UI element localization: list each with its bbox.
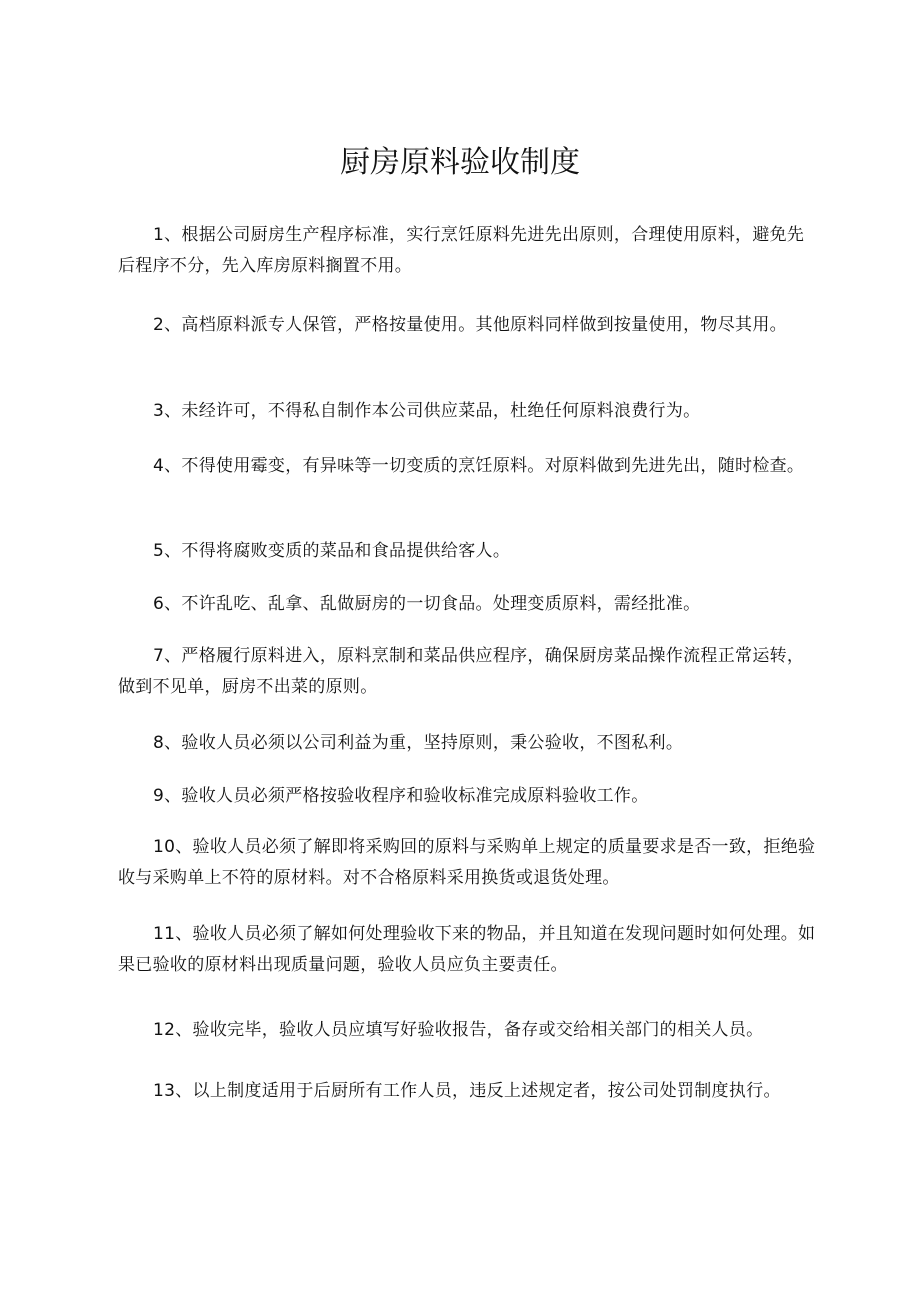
rule-number: 7、 [153, 646, 182, 666]
rule-number: 12、 [153, 1020, 193, 1040]
rule-item-6 [118, 589, 818, 620]
rule-item-4 [118, 451, 818, 482]
rule-number: 13、 [153, 1081, 193, 1101]
rule-item-2 [118, 310, 818, 341]
rule-item-11 [118, 919, 818, 981]
rule-item-13 [118, 1076, 818, 1107]
rule-text: 严格履行原料进入，原料烹制和菜品供应程序，确保厨房菜品操作流程正常运转，做到不见单，厨房不出菜的原则。 [118, 646, 805, 697]
rule-number: 1、 [153, 225, 182, 245]
rule-text: 不得将腐败变质的菜品和食品提供给客人。 [181, 541, 511, 561]
rule-number: 4、 [153, 456, 182, 476]
rule-item-9 [118, 781, 818, 812]
rule-text: 验收人员必须严格按验收程序和验收标准完成原料验收工作。 [181, 786, 649, 806]
rule-item-5 [118, 536, 818, 567]
rule-number: 5、 [153, 541, 182, 561]
rule-item-8 [118, 728, 818, 759]
rule-text: 未经许可，不得私自制作本公司供应菜品，杜绝任何原料浪费行为。 [181, 401, 701, 421]
rule-text: 验收人员必须了解即将采购回的原料与采购单上规定的质量要求是否一致，拒绝验收与采购单上不符的原材料。对不合格原料采用换货或退货处理。 [118, 837, 816, 888]
rule-text: 以上制度适用于后厨所有工作人员，违反上述规定者，按公司处罚制度执行。 [192, 1081, 781, 1101]
rule-text: 高档原料派专人保管，严格按量使用。其他原料同样做到按量使用，物尽其用。 [181, 315, 787, 335]
rule-number: 9、 [153, 786, 182, 806]
rule-number: 10、 [153, 837, 193, 857]
rule-item-1 [118, 220, 818, 282]
rule-text: 验收人员必须以公司利益为重，坚持原则，秉公验收，不图私利。 [181, 733, 684, 753]
rule-number: 8、 [153, 733, 182, 753]
rule-number: 6、 [153, 594, 182, 614]
rule-item-7 [118, 641, 818, 703]
rule-text: 不得使用霉变，有异味等一切变质的烹饪原料。对原料做到先进先出，随时检查。 [181, 456, 805, 476]
rule-text: 根据公司厨房生产程序标准，实行烹饪原料先进先出原则，合理使用原料，避免先后程序不分，先入库房原料搁置不用。 [118, 225, 805, 276]
document-title: 厨房原料验收制度 [340, 145, 580, 180]
rule-text: 验收人员必须了解如何处理验收下来的物品，并且知道在发现问题时如何处理。如果已验收的原材料出现质量问题，验收人员应负主要责任。 [118, 924, 816, 975]
rule-item-10 [118, 832, 818, 894]
rule-number: 11、 [153, 924, 193, 944]
rule-item-3 [118, 396, 818, 427]
rule-number: 3、 [153, 401, 182, 421]
rule-item-12 [118, 1015, 818, 1046]
rule-number: 2、 [153, 315, 182, 335]
rule-text: 不许乱吃、乱拿、乱做厨房的一切食品。处理变质原料，需经批准。 [181, 594, 701, 614]
rule-text: 验收完毕，验收人员应填写好验收报告，备存或交给相关部门的相关人员。 [192, 1020, 764, 1040]
